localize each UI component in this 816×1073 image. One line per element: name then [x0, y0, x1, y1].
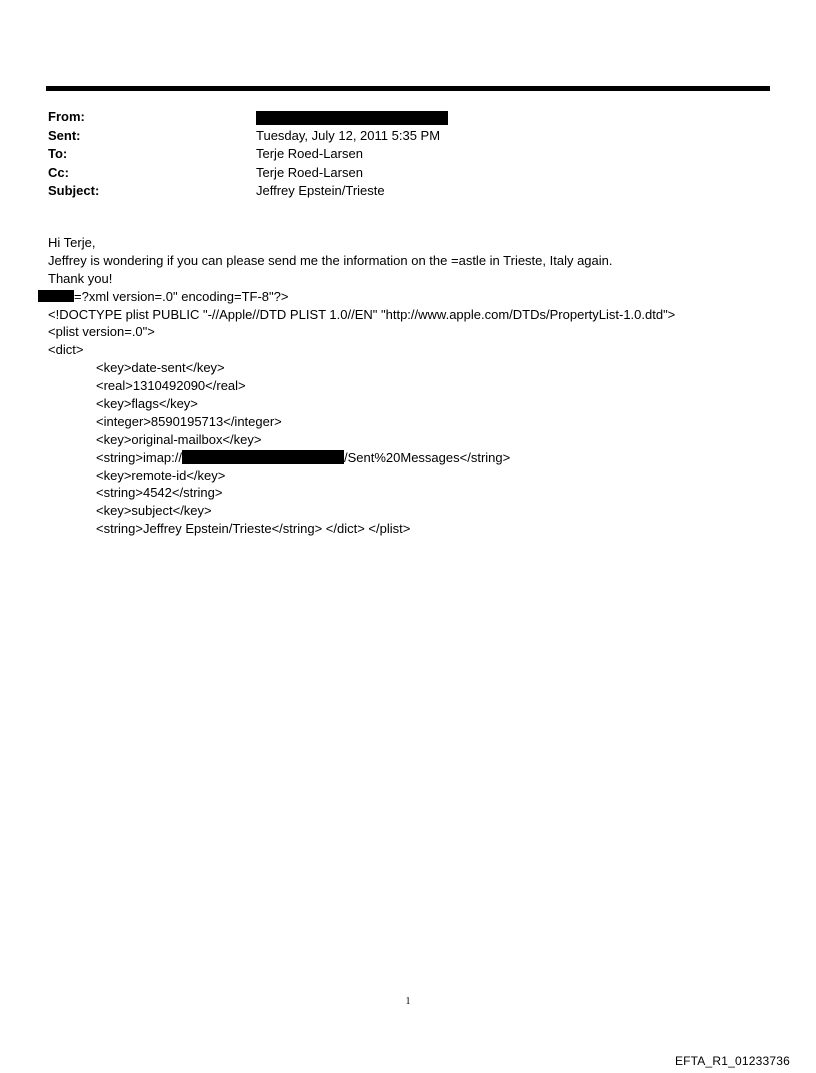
- bates-number: EFTA_R1_01233736: [674, 1054, 790, 1068]
- xml-declaration-text: =?xml version=.0" encoding=TF-8"?>: [74, 288, 289, 304]
- sent-value: Tuesday, July 12, 2011 5:35 PM: [256, 127, 441, 143]
- subject-value: Jeffrey Epstein/Trieste: [256, 183, 385, 198]
- subject-label: Subject:: [48, 183, 100, 198]
- greeting-line: Hi Terje,: [48, 235, 96, 250]
- thanks-line: Thank you!: [48, 270, 113, 286]
- key-remote-id-line: <key>remote-id</key>: [96, 467, 226, 483]
- dict-open-line: <dict>: [48, 342, 84, 358]
- subject-row: [48, 182, 748, 201]
- real-value-line: <real>1310492090</real>: [96, 378, 246, 394]
- cc-value: Terje Roed-Larsen: [256, 164, 363, 180]
- redaction-block: [256, 111, 448, 125]
- remote-id-value-line: <string>4542</string>: [96, 485, 223, 501]
- email-header: [48, 108, 748, 201]
- plist-open-line: <plist version=.0">: [48, 324, 155, 340]
- key-subject-line: <key>subject</key>: [96, 503, 212, 519]
- from-value: [256, 108, 448, 126]
- subject-close-line: <string>Jeffrey Epstein/Trieste</string> </dict> </plist>: [96, 521, 411, 537]
- header-divider: [46, 86, 770, 91]
- redaction-block: [182, 450, 344, 464]
- page-number: 1: [405, 996, 411, 1007]
- redaction-block: [38, 290, 74, 302]
- imap-suffix: /Sent%20Messages</string>: [344, 449, 511, 465]
- from-row: [48, 108, 748, 127]
- cc-label: Cc:: [48, 164, 69, 180]
- to-row: [48, 145, 748, 164]
- to-label: To:: [48, 146, 68, 161]
- doctype-line: <!DOCTYPE plist PUBLIC "-//Apple//DTD PLIST 1.0//EN" "http://www.apple.com/DTDs/PropertyList-1.0.dtd">: [48, 306, 676, 322]
- integer-value-line: <integer>8590195713</integer>: [96, 413, 282, 429]
- imap-prefix: <string>imap://: [96, 449, 182, 465]
- key-date-sent-line: <key>date-sent</key>: [96, 360, 225, 376]
- key-flags-line: <key>flags</key>: [96, 396, 198, 412]
- cc-row: [48, 164, 748, 183]
- imap-string-line: [48, 449, 788, 467]
- email-body: [48, 234, 788, 538]
- xml-declaration-line: [48, 288, 788, 306]
- sent-label: Sent:: [48, 127, 81, 143]
- key-original-mailbox-line: <key>original-mailbox</key>: [96, 431, 262, 447]
- to-value: Terje Roed-Larsen: [256, 146, 363, 161]
- from-label: From:: [48, 109, 85, 124]
- sent-row: [48, 127, 748, 146]
- message-line: Jeffrey is wondering if you can please send me the information on the =astle in Trieste, Italy again.: [48, 252, 613, 268]
